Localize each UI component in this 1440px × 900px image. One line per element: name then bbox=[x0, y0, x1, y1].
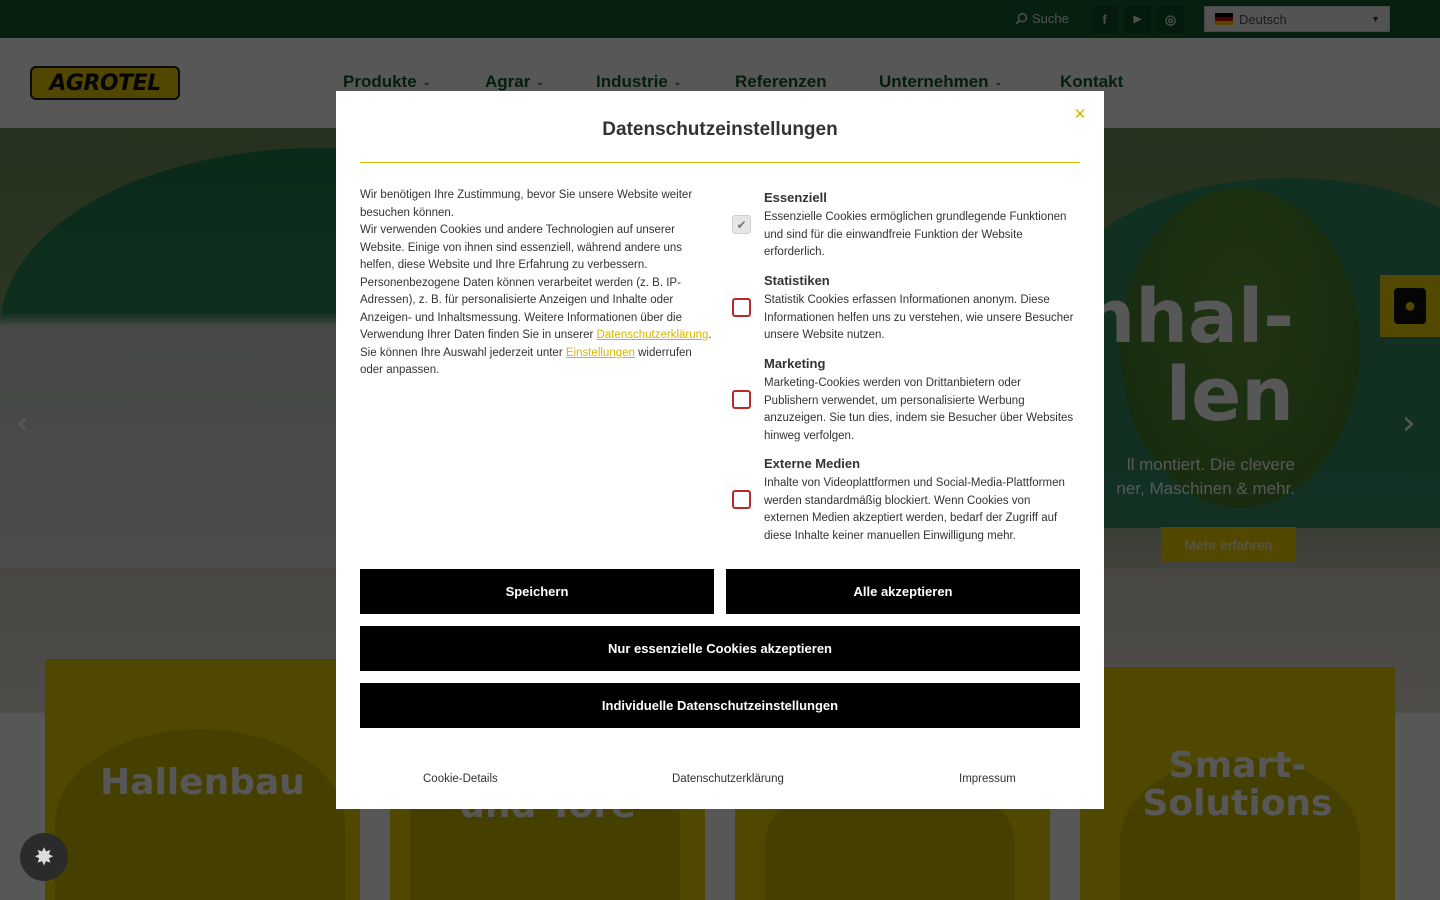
category-statistiken bbox=[729, 273, 1074, 348]
intro-text-part: . Sie können Ihre Auswahl jederzeit unter bbox=[360, 329, 712, 359]
privacy-policy-link[interactable]: Datenschutzerklärung bbox=[596, 329, 709, 341]
intro-text bbox=[360, 187, 715, 380]
category-description: Essenzielle Cookies ermöglichen grundlegende Funktionen und sind für die einwandfreie Funktion der Website erforderlich. bbox=[764, 211, 1067, 258]
checkbox-statistiken[interactable] bbox=[732, 298, 751, 317]
save-button[interactable]: Speichern bbox=[360, 569, 714, 614]
intro-text-part: widerrufen oder anpassen. bbox=[360, 346, 692, 376]
cookie-details-link[interactable]: Cookie-Details bbox=[423, 773, 498, 785]
category-name: Externe Medien bbox=[764, 456, 861, 471]
category-description: Marketing-Cookies werden von Drittanbietern oder Publishern verwendet, um personalisierte Werbung anzuzeigen. Sie tun dies, indem sie Besucher über Websites hinweg verfolgen. bbox=[764, 377, 1074, 442]
category-externe-medien bbox=[729, 456, 1074, 548]
checkbox-essenziell[interactable] bbox=[732, 215, 751, 234]
checkbox-externe-medien[interactable] bbox=[732, 490, 751, 509]
privacy-footer-link[interactable]: Datenschutzerklärung bbox=[672, 773, 784, 785]
intro-paragraph-1: Wir benötigen Ihre Zustimmung, bevor Sie unsere Website weiter besuchen können. bbox=[360, 189, 693, 219]
checkmark-icon: ✔ bbox=[736, 217, 747, 232]
close-icon[interactable]: ✕ bbox=[1073, 106, 1087, 123]
accept-essential-button[interactable]: Nur essenzielle Cookies akzeptieren bbox=[360, 626, 1080, 671]
privacy-settings-dialog bbox=[336, 91, 1104, 809]
intro-text-part: Wir verwenden Cookies und andere Technologien auf unserer Website. Einige von ihnen sind essenziell, während andere uns helfen, diese Website und Ihre Erfahrung zu verbessern. Personenbezogene Daten können verarbeitet werden (z. B. IP-Adressen), z. B. für personalisierte Anzeigen und Inhalte oder Anzeigen- und Inhaltsmessung. Weitere Informationen über die Verwendung Ihrer Daten finden Sie in unserer bbox=[360, 224, 682, 341]
category-name: Marketing bbox=[764, 356, 826, 371]
category-description: Inhalte von Videoplattformen und Social-Media-Plattformen werden standardmäßig blockiert. Wenn Cookies von externen Medien akzeptiert werden, bedarf der Zugriff auf diese Inhalte keiner manuellen Einwilligung mehr. bbox=[764, 477, 1065, 542]
imprint-link[interactable]: Impressum bbox=[959, 773, 1016, 785]
category-marketing bbox=[729, 356, 1074, 448]
category-essenziell bbox=[729, 190, 1074, 265]
checkbox-marketing[interactable] bbox=[732, 390, 751, 409]
category-name: Essenziell bbox=[764, 190, 827, 205]
individual-settings-button[interactable]: Individuelle Datenschutzeinstellungen bbox=[360, 683, 1080, 728]
accept-all-button[interactable]: Alle akzeptieren bbox=[726, 569, 1080, 614]
title-divider bbox=[360, 162, 1080, 163]
settings-link[interactable]: Einstellungen bbox=[565, 346, 635, 359]
intro-paragraph-2 bbox=[360, 222, 715, 380]
dialog-title: Datenschutzeinstellungen bbox=[602, 119, 838, 140]
badge-icon: ✸ bbox=[33, 843, 55, 871]
privacy-settings-fab[interactable] bbox=[20, 833, 68, 881]
category-description: Statistik Cookies erfassen Informationen anonym. Diese Informationen helfen uns zu verstehen, wie unsere Besucher unsere Website nutzen. bbox=[764, 294, 1074, 341]
category-name: Statistiken bbox=[764, 273, 830, 288]
